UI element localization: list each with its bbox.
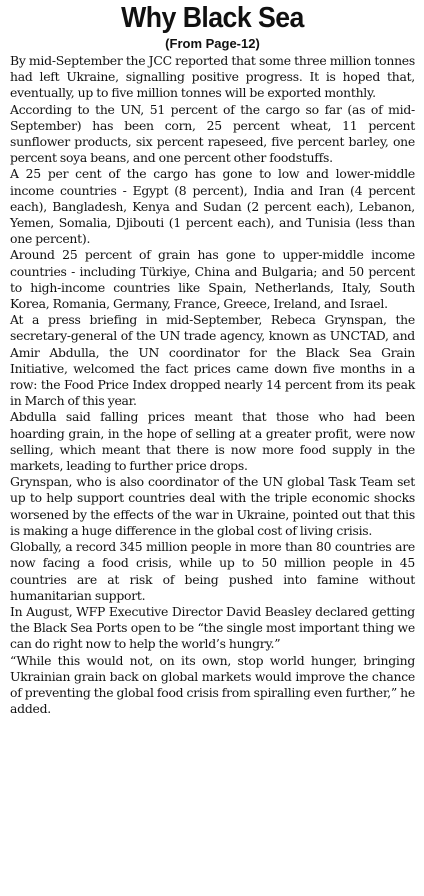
article-paragraph: In August, WFP Executive Director David Beasley declared getting the Black Sea Ports open to be “the single most important thing we can do right now to help the world’s hungry.” [10, 603, 415, 652]
article-body [10, 53, 415, 717]
article-paragraph: According to the UN, 51 percent of the cargo so far (as of mid-September) has been corn, 25 percent wheat, 11 percent sunflower products, six percent rapeseed, five percent barley, one percent soya beans, and one percent other foodstuffs. [10, 101, 415, 166]
article-paragraph: “While this would not, on its own, stop world hunger, bringing Ukrainian grain back on global markets would improve the chance of preventing the global food crisis from spiralling even further,” he added. [10, 652, 415, 717]
article-paragraph: Globally, a record 345 million people in more than 80 countries are now facing a food crisis, while up to 50 million people in 45 countries are at risk of being pushed into famine without humanitarian support. [10, 539, 415, 603]
article-paragraph: A 25 per cent of the cargo has gone to low and lower-middle income countries - Egypt (8 percent), India and Iran (4 percent each), Bangladesh, Kenya and Sudan (2 percent each), Lebanon, Yemen, Somalia, Djibouti (1 percent each), and Tunisia (less than one percent). [10, 166, 415, 247]
article-paragraph: Around 25 percent of grain has gone to upper-middle income countries - including Türkiye, China and Bulgaria; and 50 percent to high-income countries like Spain, Netherlands, Italy, South Korea, Romania, Germany, France, Greece, Ireland, and Israel. [10, 247, 415, 312]
continuation-label: (From Page-12) [165, 36, 260, 51]
article-headline: Why Black Sea [121, 2, 304, 34]
article-paragraph: Grynspan, who is also coordinator of the UN global Task Team set up to help support countries deal with the triple economic shocks worsened by the effects of the war in Ukraine, pointed out that this is making a huge difference in the global cost of living crisis. [10, 474, 415, 538]
article-paragraph: By mid-September the JCC reported that some three million tonnes had left Ukraine, signalling positive progress. It is hoped that, eventually, up to five million tonnes will be exported monthly. [10, 53, 415, 101]
article-paragraph: At a press briefing in mid-September, Rebeca Grynspan, the secretary-general of the UN trade agency, known as UNCTAD, and Amir Abdulla, the UN coordinator for the Black Sea Grain Initiative, welcomed the fact prices came down five months in a row: the Food Price Index dropped nearly 14 percent from its peak in March of this year. [10, 312, 415, 409]
article-paragraph: Abdulla said falling prices meant that those who had been hoarding grain, in the hope of selling at a greater profit, were now selling, which meant that there is now more food supply in the markets, leading to further price drops. [10, 409, 415, 474]
